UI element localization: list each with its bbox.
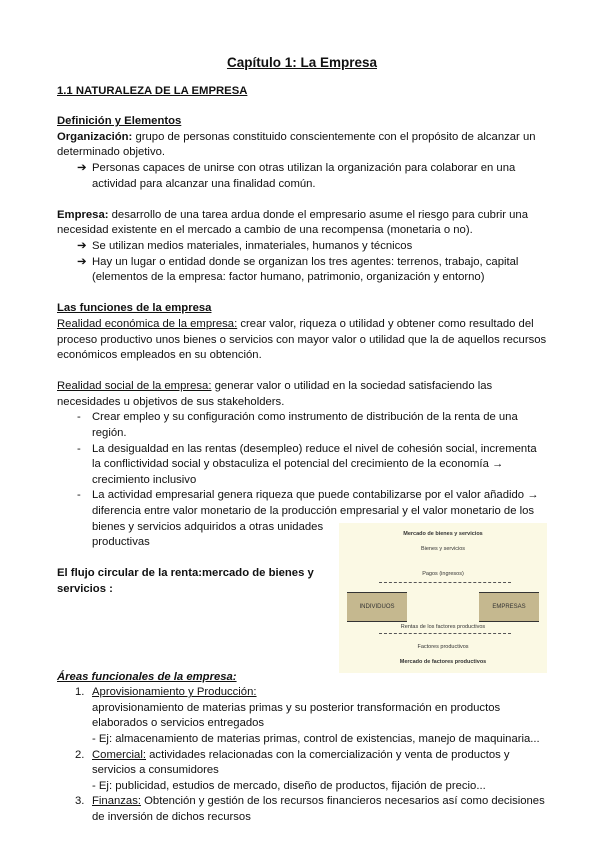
functional-areas-heading: Áreas funcionales de la empresa: xyxy=(57,670,237,683)
households-box: INDIVIDUOS xyxy=(347,592,407,622)
empresa-definition: Empresa: desarrollo de una tarea ardua donde el empresario asume el riesgo para cubrir una necesidad existente en el mercado a cambio de una recompensa (monetaria o no). xyxy=(57,208,528,237)
list-item: ➔ Personas capaces de unirse con otras utilizan la organización para colaborar en una actividad para alcanzar una finalidad común. xyxy=(77,161,516,190)
circular-flow-diagram xyxy=(339,523,547,673)
definitions-heading: Definición y Elementos xyxy=(57,115,182,128)
functions-heading: Las funciones de la empresa xyxy=(57,302,212,315)
arrow-icon: ➔ xyxy=(77,239,87,252)
factor-market-label: Mercado de factores productivos xyxy=(399,658,487,665)
payments-label: Pagos (ingresos) xyxy=(422,570,464,577)
arrow-icon: ➔ xyxy=(77,161,87,174)
list-item: ➔ Se utilizan medios materiales, inmateriales, humanos y técnicos xyxy=(57,239,547,255)
empresa-bullets xyxy=(57,239,547,286)
economic-reality: Realidad económica de la empresa: crear valor, riqueza o utilidad y obtener como resultado del proceso productivo unos bienes o servicios con mayor valor o utilidad que la de aquellos recursos económicos empleados en su obtención. xyxy=(57,317,547,362)
arrow-icon: ➔ xyxy=(77,255,87,268)
list-item: ➔ Hay un lugar o entidad donde se organizan los tres agentes: terrenos, trabajo, capital (elementos de la empresa: factor humano, patrimonio, organización y entorno) xyxy=(77,255,519,284)
list-item: 1. Aprovisionamiento y Producción: aprovisionamiento de materias primas y su posterior transformación en productos elaborados o servicios entregados - Ej: almacenamiento de materias primas, control de existencias, manejo de maquinaria... xyxy=(75,686,540,745)
rents-label: Rentas de los factores productivos xyxy=(400,623,486,630)
page-title: Capítulo 1: La Empresa xyxy=(226,55,378,70)
org-bullets xyxy=(57,161,547,192)
rents-flow-line xyxy=(379,633,511,634)
goods-market-label: Mercado de bienes y servicios xyxy=(403,530,483,537)
factors-label: Factores productivos xyxy=(417,643,469,650)
goods-label: Bienes y servicios xyxy=(420,545,466,552)
circular-flow-heading: El flujo circular de la renta:mercado de bienes y servicios : xyxy=(57,567,314,595)
org-definition: Organización: grupo de personas constituido conscientemente con el propósito de alcanzar un determinado objetivo. xyxy=(57,130,536,159)
list-item: 2. Comercial: actividades relacionadas con la comercialización y venta de productos y servicios a consumidores - Ej: publicidad, estudios de mercado, diseño de productos, fijación de precio... xyxy=(75,748,510,792)
document-page xyxy=(57,55,547,826)
list-item: 3. Finanzas: Obtención y gestión de los recursos financieros necesarios así como decisiones de inversión de dichos recursos xyxy=(75,795,545,823)
list-item: - La actividad empresarial genera riqueza que puede contabilizarse por el valor añadido → diferencia entre valor monetario de la producción empresarial y el valor monetario de los bienes y servicios adquiridos a otras unidades productivas xyxy=(77,489,539,549)
section-heading: 1.1 NATURALEZA DE LA EMPRESA xyxy=(57,84,248,97)
functional-areas-list xyxy=(57,685,547,825)
social-reality: Realidad social de la empresa: generar valor o utilidad en la sociedad satisfaciendo las necesidades u objetivos de sus stakeholders. xyxy=(57,380,493,408)
firms-box: EMPRESAS xyxy=(479,592,539,622)
payments-flow-line xyxy=(379,582,511,583)
list-item: - La desigualdad en las rentas (desempleo) reduce el nivel de cohesión social, incrementa la conflictividad social y obstaculiza el potencial del crecimiento de la economía → crecimiento inclusivo xyxy=(77,442,537,486)
list-item: - Crear empleo y su configuración como instrumento de distribución de la renta de una región. xyxy=(77,411,518,440)
